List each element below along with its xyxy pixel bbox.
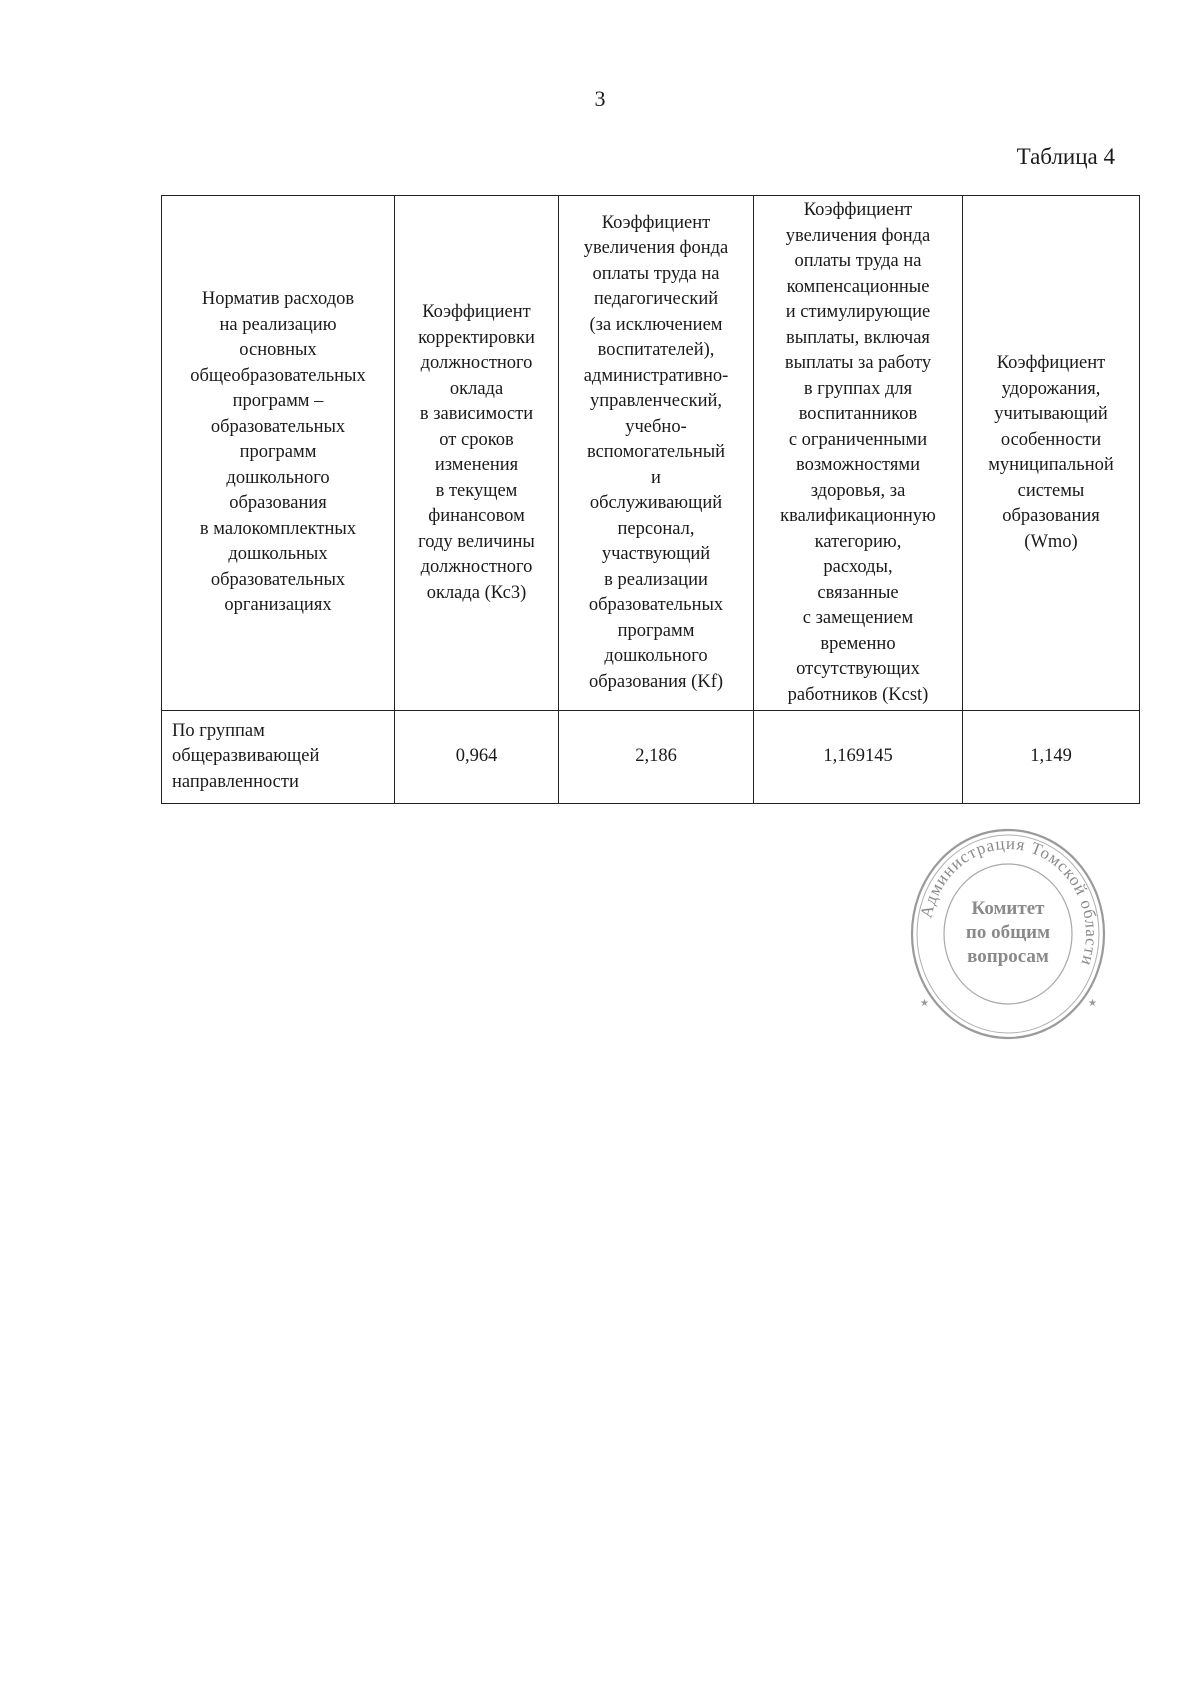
cell-line: в зависимости <box>419 404 534 424</box>
table-row <box>162 711 1140 804</box>
cell-line: Коэффициент <box>803 200 913 220</box>
cell-line: обслуживающий <box>589 493 723 514</box>
header-norm-expenses <box>162 196 395 711</box>
stamp-star-left-icon: ★ <box>920 998 929 1009</box>
cell-line: корректировки <box>418 327 535 348</box>
stamp-seal <box>908 824 1108 1044</box>
cell-line: в группах для <box>803 378 913 399</box>
cell-line: выплаты, включая <box>786 327 930 348</box>
stamp-ring-text: Администрация Томской области <box>916 833 1102 969</box>
cell-line: с замещением <box>802 608 914 628</box>
cell-line: в реализации <box>604 569 708 590</box>
cell-line: организациях <box>224 595 332 616</box>
cell-line: программ – <box>232 391 324 412</box>
stamp-center-line-3: вопросам <box>967 946 1049 967</box>
cell-line: отсутствующих <box>796 659 920 679</box>
cell-line: должностного <box>420 353 533 373</box>
cell-line: управленческий, <box>589 391 723 412</box>
header-coef-kc3 <box>395 196 559 711</box>
cell-line: дошкольных <box>228 544 328 565</box>
cell-line: образования <box>229 493 327 514</box>
value-kc3: 0,964 <box>395 711 559 804</box>
cell-line: выплаты за работу <box>784 353 932 373</box>
cell-line: программ <box>617 620 695 641</box>
header-coef-kcst <box>754 196 963 711</box>
cell-line: образования (Kf) <box>588 671 724 692</box>
cell-line: программ <box>239 442 317 463</box>
cell-line: Коэффициент <box>422 302 531 322</box>
cell-line: общеразвивающей <box>172 746 320 767</box>
value-kcst: 1,169145 <box>754 711 963 804</box>
cell-line: направленности <box>172 771 299 792</box>
cell-line: удорожания, <box>1001 378 1101 399</box>
cell-line: в текущем <box>435 480 518 501</box>
cell-line: возможностями <box>796 455 920 475</box>
cell-line: оклада (Кс3) <box>426 582 527 603</box>
page-number: 3 <box>594 86 606 111</box>
value-wmo: 1,149 <box>963 711 1140 804</box>
official-stamp <box>908 824 1108 1044</box>
cell-line: и стимулирующие <box>785 302 931 322</box>
cell-line: учитывающий <box>994 404 1108 424</box>
cell-line: (за исключением <box>589 314 723 335</box>
cell-line: учебно- <box>625 416 687 437</box>
cell-line: образовательных <box>210 416 346 437</box>
cell-line: в малокомплектных <box>199 518 357 539</box>
cell-line: оклада <box>449 378 504 399</box>
value-kf: 2,186 <box>559 711 754 804</box>
cell-line: году величины <box>418 531 535 552</box>
cell-line: особенности <box>1000 429 1102 450</box>
cell-line: (Wmo) <box>1024 531 1078 552</box>
cell-line: увеличения фонда <box>583 238 729 259</box>
cell-line: вспомогательный <box>586 442 726 463</box>
cell-line: временно <box>820 633 896 654</box>
header-coef-wmo <box>963 196 1140 711</box>
stamp-center-line-2: по общим <box>965 922 1051 943</box>
cell-line: здоровья, за <box>810 480 906 501</box>
cell-line: образовательных <box>210 569 346 590</box>
header-coef-kf <box>559 196 754 711</box>
cell-line: категорию, <box>814 531 902 552</box>
table-caption: Таблица 4 <box>1016 144 1115 169</box>
cell-line: педагогический <box>593 289 719 310</box>
stamp-center-line-1: Комитет <box>971 898 1045 919</box>
cell-line: основных <box>239 340 317 361</box>
cell-line: общеобразовательных <box>190 365 366 386</box>
cell-line: муниципальной <box>988 455 1114 475</box>
normative-table <box>161 195 1140 804</box>
cell-line: квалификационную <box>780 506 936 526</box>
cell-line: воспитателей), <box>597 340 715 361</box>
cell-line: расходы, <box>823 557 893 577</box>
cell-line: компенсационные <box>786 276 930 297</box>
cell-line: и <box>651 467 661 488</box>
cell-line: оплаты труда на <box>794 251 922 271</box>
cell-line: образования <box>1002 506 1100 526</box>
cell-line: должностного <box>420 557 533 577</box>
cell-line: дошкольного <box>226 467 330 488</box>
cell-line: увеличения фонда <box>785 225 931 246</box>
cell-line: связанные <box>817 582 899 603</box>
cell-line: персонал, <box>617 518 695 539</box>
cell-line: с ограниченными <box>788 429 928 450</box>
stamp-star-right-icon: ★ <box>1088 998 1097 1009</box>
cell-line: образовательных <box>588 595 724 616</box>
cell-line: Коэффициент <box>996 353 1106 373</box>
cell-line: воспитанников <box>798 404 918 424</box>
cell-line: оплаты труда на <box>592 263 720 284</box>
cell-line: Коэффициент <box>601 212 711 233</box>
cell-line: на реализацию <box>219 314 337 335</box>
table-header-row <box>162 196 1140 711</box>
cell-line: от сроков <box>439 429 514 450</box>
cell-line: финансовом <box>428 506 525 526</box>
cell-line: Норматив расходов <box>201 289 355 310</box>
cell-line: По группам <box>172 720 265 741</box>
cell-line: участвующий <box>601 544 711 565</box>
cell-line: работников (Kcst) <box>787 684 929 705</box>
cell-line: дошкольного <box>604 646 708 667</box>
cell-line: изменения <box>434 455 519 475</box>
row-label-general-groups <box>162 711 395 804</box>
cell-line: административно- <box>583 365 729 386</box>
cell-line: системы <box>1017 480 1085 501</box>
